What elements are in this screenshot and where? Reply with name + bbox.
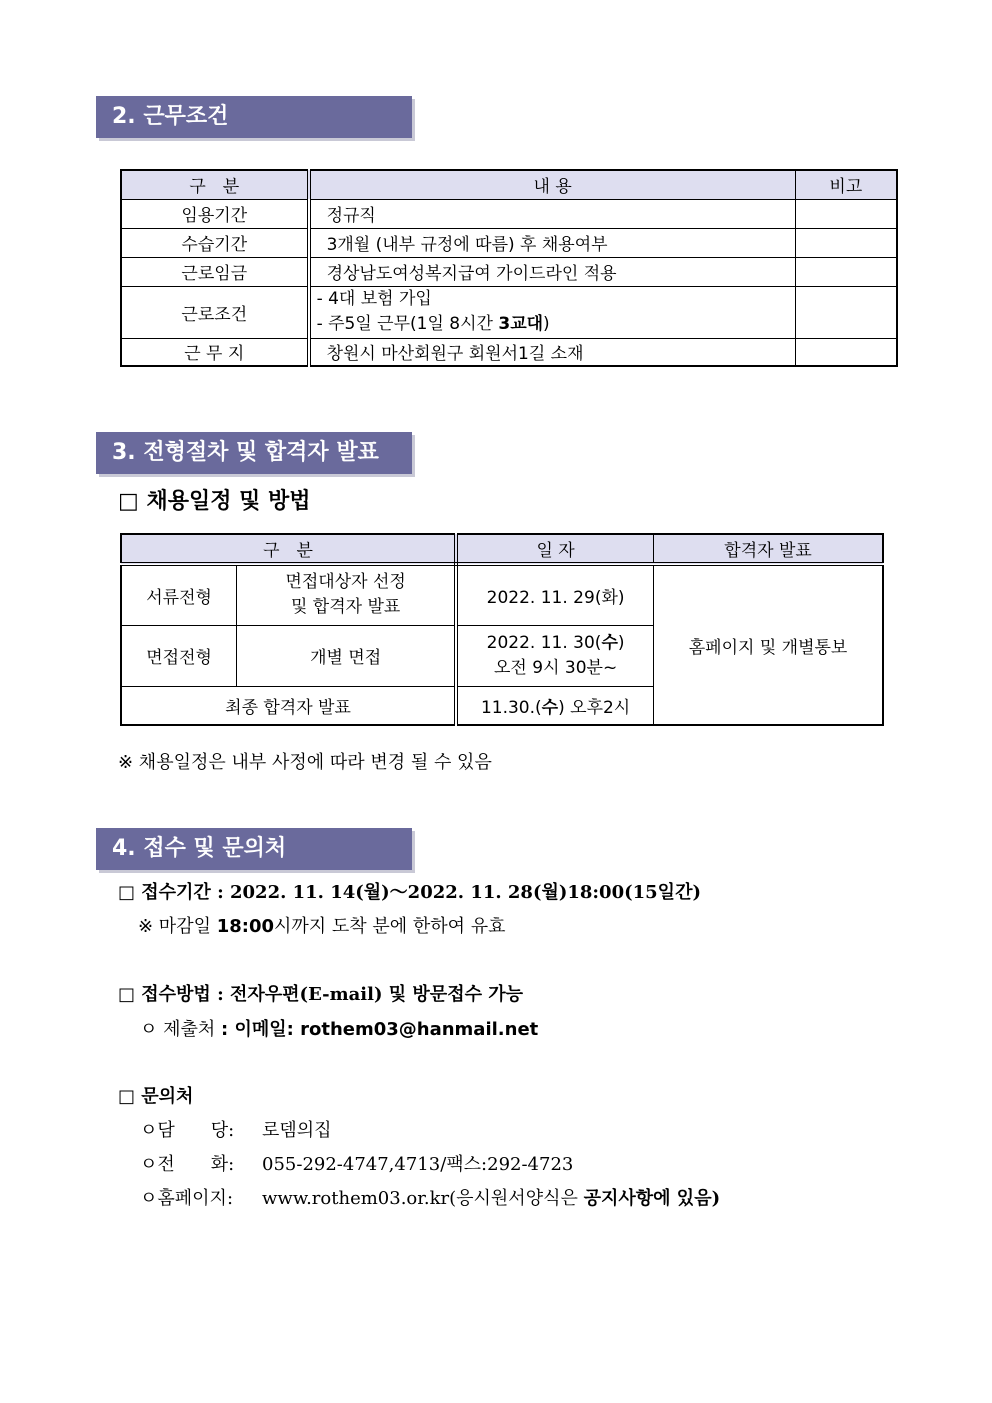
header-category: 구 분 — [121, 170, 309, 199]
row-label: 임용기간 — [121, 199, 309, 228]
row-value: 창원시 마산회원구 회원서1길 소재 — [309, 338, 796, 366]
section-3-header — [96, 432, 412, 474]
table-row — [121, 199, 897, 228]
row-remarks — [795, 257, 897, 286]
schedule-table — [120, 533, 884, 726]
schedule-subheading: □ 채용일정 및 방법 — [118, 489, 311, 514]
deadline-note: ※ 마감일 18:00시까지 도착 분에 한하여 유효 — [138, 916, 506, 937]
row-remarks — [795, 199, 897, 228]
row-value — [309, 286, 796, 338]
table-row — [121, 257, 897, 286]
work-conditions-table — [120, 169, 898, 367]
row-label: 근로조건 — [121, 286, 309, 338]
header-date: 일 자 — [456, 534, 654, 564]
header-category: 구 분 — [121, 534, 456, 564]
row-value: 정규직 — [309, 199, 796, 228]
table-row — [121, 564, 883, 625]
row-label: 근 무 지 — [121, 338, 309, 366]
stage-name: 서류전형 — [121, 564, 237, 625]
stage-desc: 개별 면접 — [237, 625, 456, 686]
header-announcement: 합격자 발표 — [654, 534, 883, 564]
application-method: □ 접수방법 : 전자우편(E-mail) 및 방문접수 가능 — [118, 984, 524, 1005]
row-value: 3개월 (내부 규정에 따름) 후 채용여부 — [309, 228, 796, 257]
submission-address: ㅇ 제출처 : 이메일: rothem03@hanmail.net — [140, 1019, 539, 1040]
application-period: □ 접수기간 : 2022. 11. 14(월)～2022. 11. 28(월)18:00(15일간) — [118, 882, 701, 903]
table-header-row — [121, 170, 897, 199]
contact-label-phone: ㅇ전 화: — [140, 1154, 235, 1175]
section-3-title: 3. 전형절차 및 합격자 발표 — [112, 440, 379, 465]
header-remarks: 비고 — [795, 170, 897, 199]
header-content: 내 용 — [309, 170, 796, 199]
table-row — [121, 228, 897, 257]
contact-value-homepage[interactable]: www.rothem03.or.kr(응시원서양식은 공지사항에 있음) — [262, 1188, 721, 1209]
table-header-row — [121, 534, 883, 564]
contact-label-homepage: ㅇ홈페이지: — [140, 1188, 234, 1209]
section-2-title: 2. 근무조건 — [112, 104, 229, 129]
row-remarks — [795, 286, 897, 338]
section-4-title: 4. 접수 및 문의처 — [112, 836, 287, 861]
table-row — [121, 286, 897, 338]
stage-date: 11.30.(수) 오후2시 — [456, 686, 654, 725]
row-label: 수습기간 — [121, 228, 309, 257]
contact-label-manager: ㅇ담 당: — [140, 1120, 235, 1141]
stage-name: 면접전형 — [121, 625, 237, 686]
stage-date: 2022. 11. 29(화) — [456, 564, 654, 625]
row-remarks — [795, 338, 897, 366]
contact-value-manager: 로뎀의집 — [262, 1120, 332, 1141]
schedule-note: ※ 채용일정은 내부 사정에 따라 변경 될 수 있음 — [118, 752, 492, 773]
condition-line-2: - 주5일 근무(1일 8시간 3교대) — [316, 314, 550, 334]
section-2-header — [96, 96, 412, 138]
row-value: 경상남도여성복지급여 가이드라인 적용 — [309, 257, 796, 286]
condition-line-1: - 4대 보험 가입 — [316, 289, 432, 309]
stage-name: 최종 합격자 발표 — [121, 686, 456, 725]
row-label: 근로임금 — [121, 257, 309, 286]
announcement-method: 홈페이지 및 개별통보 — [654, 564, 883, 725]
contact-value-phone: 055-292-4747,4713/팩스:292-4723 — [262, 1154, 574, 1175]
stage-desc: 면접대상자 선정 및 합격자 발표 — [237, 564, 456, 625]
table-row — [121, 338, 897, 366]
stage-date: 2022. 11. 30(수) 오전 9시 30분~ — [456, 625, 654, 686]
contact-heading: □ 문의처 — [118, 1086, 194, 1107]
row-remarks — [795, 228, 897, 257]
section-4-header — [96, 828, 412, 870]
